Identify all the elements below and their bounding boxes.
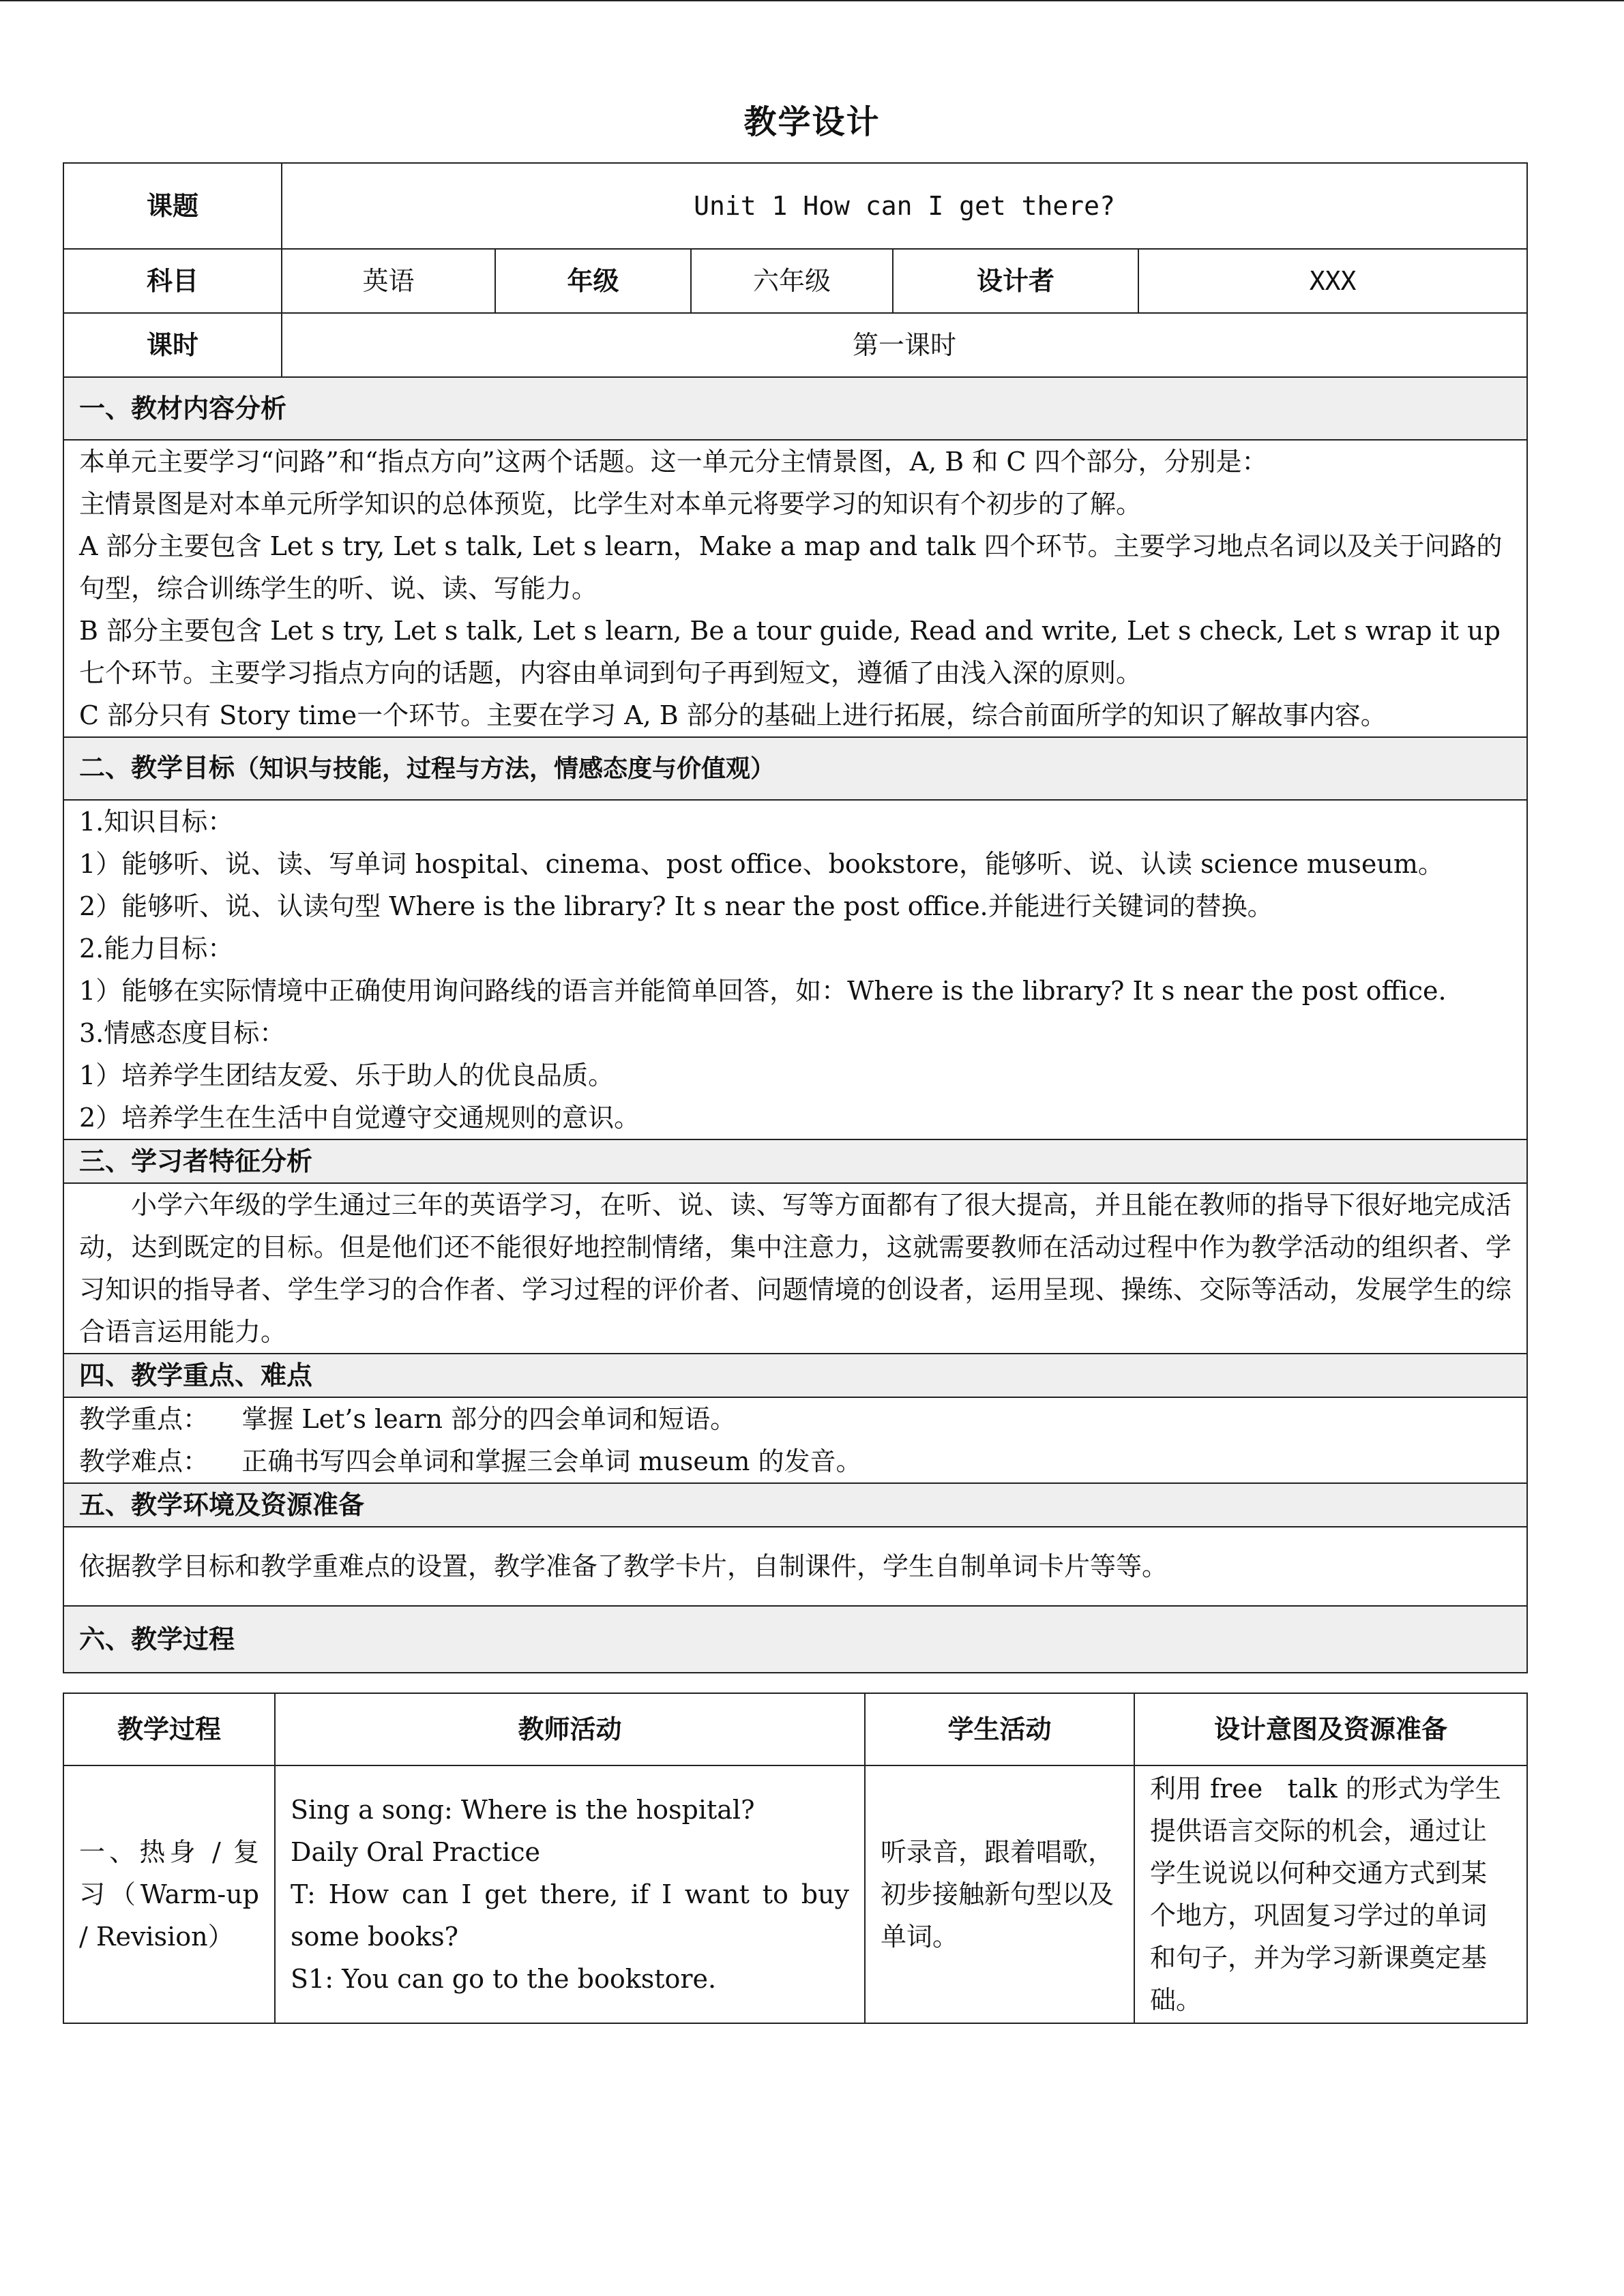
objective-line: 1）培养学生团结友爱、乐于助人的优良品质。	[79, 1060, 615, 1090]
content-analysis-line: A 部分主要包含 Let s try, Let s talk, Let s learn，Make a map and talk 四个环节。主要学习地点名词以及关于问路的句型，综合训练学生的听、说、读、写能力。	[79, 531, 1503, 603]
lesson-plan-table	[63, 162, 1528, 1673]
objectives-body	[63, 800, 1527, 1139]
topic-label: 课题	[63, 163, 282, 249]
process-stage-cell: 一、热身 / 复习（Warm-up / Revision）	[63, 1765, 275, 2023]
topic-value: Unit 1 How can I get there?	[282, 163, 1527, 249]
section-heading-learner-analysis: 三、学习者特征分析	[63, 1139, 1527, 1183]
period-value: 第一课时	[282, 313, 1527, 377]
process-col-intent: 设计意图及资源准备	[1134, 1693, 1527, 1765]
process-teacher-cell	[275, 1765, 865, 2023]
table-row	[63, 1765, 1527, 2023]
teacher-activity-line: T: How can I get there, if I want to buy some books?	[291, 1879, 849, 1952]
subject-value: 英语	[282, 249, 495, 313]
teacher-activity-line: S1: You can go to the bookstore.	[291, 1964, 717, 1994]
section-heading-content-analysis: 一、教材内容分析	[63, 377, 1527, 440]
process-student-cell: 听录音，跟着唱歌，初步接触新句型以及单词。	[865, 1765, 1134, 2023]
learner-analysis-text: 小学六年级的学生通过三年的英语学习，在听、说、读、写等方面都有了很大提高，并且能在教师的指导下很好地完成活动，达到既定的目标。但是他们还不能很好地控制情绪，集中注意力，这就需要教师在活动过程中作为教学活动的组织者、学习知识的指导者、学生学习的合作者、学习过程的评价者、问题情境的创设者，运用呈现、操练、交际等活动，发展学生的综合语言运用能力。	[63, 1183, 1527, 1354]
section-heading-teaching-objectives	[63, 737, 1527, 800]
section-heading-resources: 五、教学环境及资源准备	[63, 1483, 1527, 1527]
document-title: 教学设计	[743, 103, 881, 141]
content-analysis-line: 主情景图是对本单元所学知识的总体预览，比学生对本单元将要学习的知识有个初步的了解。	[79, 489, 1142, 519]
teacher-activity-line: Sing a song: Where is the hospital?	[291, 1795, 755, 1825]
objective-line: 1.知识目标：	[79, 807, 234, 837]
objective-line: 2）培养学生在生活中自觉遵守交通规则的意识。	[79, 1103, 640, 1133]
process-col-stage: 教学过程	[63, 1693, 275, 1765]
content-analysis-line: C 部分只有 Story time一个环节。主要在学习 A, B 部分的基础上进行拓展，综合前面所学的知识了解故事内容。	[79, 700, 1387, 730]
objectives-heading-sub: （知识与技能，过程与方法，情感态度与价值观）	[235, 755, 776, 783]
objective-line: 1）能够听、说、读、写单词 hospital、cinema、post office、bookstore，能够听、说、认读 science museum。	[79, 849, 1444, 879]
objective-line: 2.能力目标：	[79, 934, 234, 964]
grade-label: 年级	[495, 249, 691, 313]
designer-label: 设计者	[893, 249, 1138, 313]
period-label: 课时	[63, 313, 282, 377]
resources-text: 依据教学目标和教学重难点的设置，教学准备了教学卡片，自制课件，学生自制单词卡片等等。	[63, 1527, 1527, 1606]
grade-value: 六年级	[691, 249, 893, 313]
process-intent-cell: 利用 free talk 的形式为学生提供语言交际的机会，通过让学生说说以何种交通方式到某个地方，巩固复习学过的单词和句子，并为学习新课奠定基础。	[1134, 1765, 1527, 2023]
top-border	[0, 0, 1624, 1]
teacher-activity-line: Daily Oral Practice	[291, 1837, 541, 1867]
subject-label: 科目	[63, 249, 282, 313]
process-col-teacher: 教师活动	[275, 1693, 865, 1765]
key-points-body	[63, 1397, 1527, 1483]
objective-line: 2）能够听、说、认读句型 Where is the library? It s near the post office.并能进行关键词的替换。	[79, 891, 1273, 921]
objective-line: 1）能够在实际情境中正确使用询问路线的语言并能简单回答，如：Where is the library? It s near the post office.	[79, 976, 1447, 1006]
difficult-point-line: 教学难点： 正确书写四会单词和掌握三会单词 museum 的发音。	[79, 1446, 862, 1476]
section-heading-key-points: 四、教学重点、难点	[63, 1354, 1527, 1397]
key-point-line: 教学重点： 掌握 Let’s learn 部分的四会单词和短语。	[79, 1404, 737, 1434]
section-heading-teaching-process: 六、教学过程	[63, 1606, 1527, 1673]
process-table	[63, 1693, 1528, 2024]
process-col-student: 学生活动	[865, 1693, 1134, 1765]
content-analysis-body	[63, 440, 1527, 737]
objective-line: 3.情感态度目标：	[79, 1018, 286, 1048]
content-analysis-line: 本单元主要学习“问路”和“指点方向”这两个话题。这一单元分主情景图，A, B 和 C 四个部分，分别是：	[79, 447, 1268, 477]
objectives-heading-main: 二、教学目标	[79, 753, 235, 783]
content-analysis-line: B 部分主要包含 Let s try, Let s talk, Let s learn, Be a tour guide, Read and write, Let s check, Let s wrap it up 七个环节。主要学习指点方向的话题，内容由单词到句子再到短文，遵循了由浅入深的原则。	[79, 616, 1501, 688]
designer-value: XXX	[1138, 249, 1527, 313]
